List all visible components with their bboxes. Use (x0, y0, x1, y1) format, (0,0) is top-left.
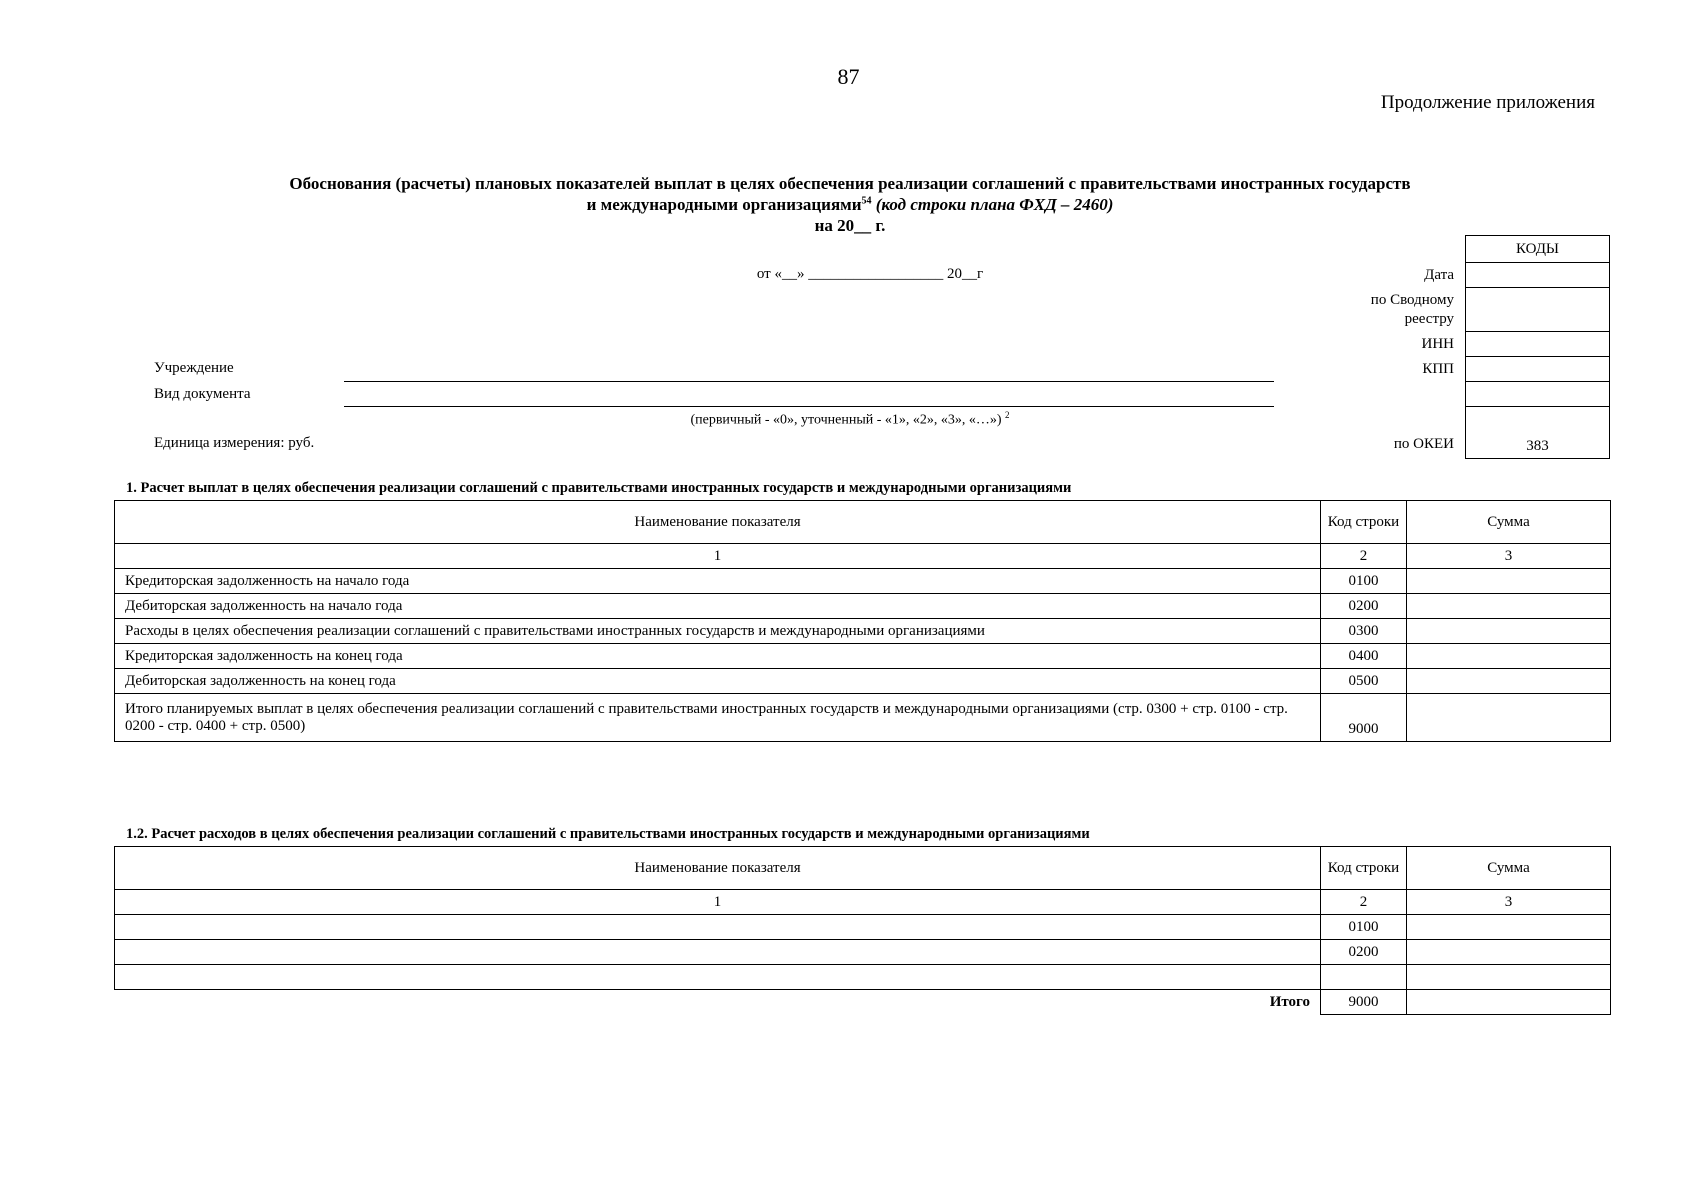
table2-header-name: Наименование показателя (115, 847, 1321, 890)
table1-title: 1. Расчет выплат в целях обеспечения реализации соглашений с правительствами иностранных государств и международными организациями (126, 480, 1072, 496)
row-sum[interactable] (1407, 594, 1611, 619)
row-sum[interactable] (1407, 965, 1611, 990)
table-row (115, 569, 1611, 594)
table-row (115, 694, 1611, 742)
row-code: 0300 (1321, 619, 1407, 644)
table2-header-code: Код строки (1321, 847, 1407, 890)
table2-colnum-3: 3 (1407, 890, 1611, 915)
row-code: 0200 (1321, 594, 1407, 619)
table2 (114, 846, 1611, 1015)
table-row (115, 619, 1611, 644)
table2-title: 1.2. Расчет расходов в целях обеспечения реализации соглашений с правительствами иностранных государств и международными организациями (126, 826, 1090, 842)
institution-label: Учреждение (154, 360, 234, 376)
registry-code-cell[interactable] (1466, 288, 1610, 332)
table1-colnum-1: 1 (115, 544, 1321, 569)
codes-header: КОДЫ (1466, 236, 1610, 263)
table1-colnum-3: 3 (1407, 544, 1611, 569)
row-sum[interactable] (1407, 940, 1611, 965)
inn-label: ИНН (1421, 336, 1454, 352)
table-row (115, 965, 1611, 990)
table-row (115, 915, 1611, 940)
table2-header-sum: Сумма (1407, 847, 1611, 890)
footnote-marker: 54 (861, 195, 872, 207)
total-row (115, 990, 1611, 1015)
row-code: 9000 (1321, 694, 1407, 742)
row-name: Кредиторская задолженность на конец года (115, 644, 1321, 669)
title-line-1: Обоснования (расчеты) плановых показателей выплат в целях обеспечения реализации соглашений с правительствами иностранных государств (289, 174, 1411, 193)
kpp-code-cell[interactable] (1466, 357, 1610, 382)
doc-type-code-cell[interactable] (1466, 382, 1610, 407)
table1-colnum-2: 2 (1321, 544, 1407, 569)
title-line-3: на 20__ г. (814, 216, 886, 235)
row-name: Дебиторская задолженность на конец года (115, 669, 1321, 694)
row-name: Итого планируемых выплат в целях обеспечения реализации соглашений с правительствами иностранных государств и международными организациями (стр. 0300 + стр. 0100 - стр. 0200 - стр. 0400 + стр. 0500) (115, 694, 1321, 742)
doc-type-label: Вид документа (154, 386, 251, 402)
date-line: от «__» __________________ 20__г (756, 266, 984, 282)
total-code: 9000 (1321, 990, 1407, 1015)
row-code (1321, 965, 1407, 990)
page-number: 87 (837, 64, 860, 89)
continuation-label: Продолжение приложения (1380, 92, 1595, 113)
unit-label: Единица измерения: руб. (154, 435, 315, 451)
row-sum[interactable] (1407, 669, 1611, 694)
table2-colnum-1: 1 (115, 890, 1321, 915)
title-line-2: и международными организациями$^{54}$ (код строки плана ФХД – 2460) (586, 195, 1114, 214)
row-code: 0100 (1321, 569, 1407, 594)
document-title (120, 173, 1580, 236)
row-sum[interactable] (1407, 644, 1611, 669)
row-name: Дебиторская задолженность на начало года (115, 594, 1321, 619)
kpp-label: КПП (1422, 361, 1454, 377)
title-line-code: (код строки плана ФХД – 2460) (871, 195, 1114, 214)
row-sum[interactable] (1407, 915, 1611, 940)
inn-code-cell[interactable] (1466, 332, 1610, 357)
row-name[interactable] (115, 940, 1321, 965)
table-row (115, 669, 1611, 694)
codes-table (1465, 235, 1610, 459)
doc-type-note: (первичный - «0», уточненный - «1», «2», «3», «…») $^2$ (690, 410, 1010, 428)
registry-label: по Сводному реестру (1370, 292, 1454, 327)
date-label: Дата (1424, 267, 1454, 283)
row-name[interactable] (115, 915, 1321, 940)
row-sum[interactable] (1407, 694, 1611, 742)
table-row (115, 940, 1611, 965)
date-code-cell[interactable] (1466, 263, 1610, 288)
row-code: 0200 (1321, 940, 1407, 965)
total-label: Итого (115, 990, 1321, 1015)
row-name: Расходы в целях обеспечения реализации соглашений с правительствами иностранных государств и международными организациями (115, 619, 1321, 644)
row-code: 0500 (1321, 669, 1407, 694)
row-code: 0100 (1321, 915, 1407, 940)
row-name: Кредиторская задолженность на начало года (115, 569, 1321, 594)
total-sum[interactable] (1407, 990, 1611, 1015)
table2-colnum-2: 2 (1321, 890, 1407, 915)
row-sum[interactable] (1407, 569, 1611, 594)
institution-field[interactable] (344, 381, 1274, 382)
table-row (115, 594, 1611, 619)
table1-header-name: Наименование показателя (115, 501, 1321, 544)
table-row (115, 644, 1611, 669)
table1-header-sum: Сумма (1407, 501, 1611, 544)
row-code: 0400 (1321, 644, 1407, 669)
okei-code-cell: 383 (1466, 407, 1610, 459)
okei-label: по ОКЕИ (1393, 436, 1454, 452)
table1-header-code: Код строки (1321, 501, 1407, 544)
row-sum[interactable] (1407, 619, 1611, 644)
row-name[interactable] (115, 965, 1321, 990)
table1 (114, 500, 1611, 742)
doc-type-field[interactable] (344, 406, 1274, 407)
